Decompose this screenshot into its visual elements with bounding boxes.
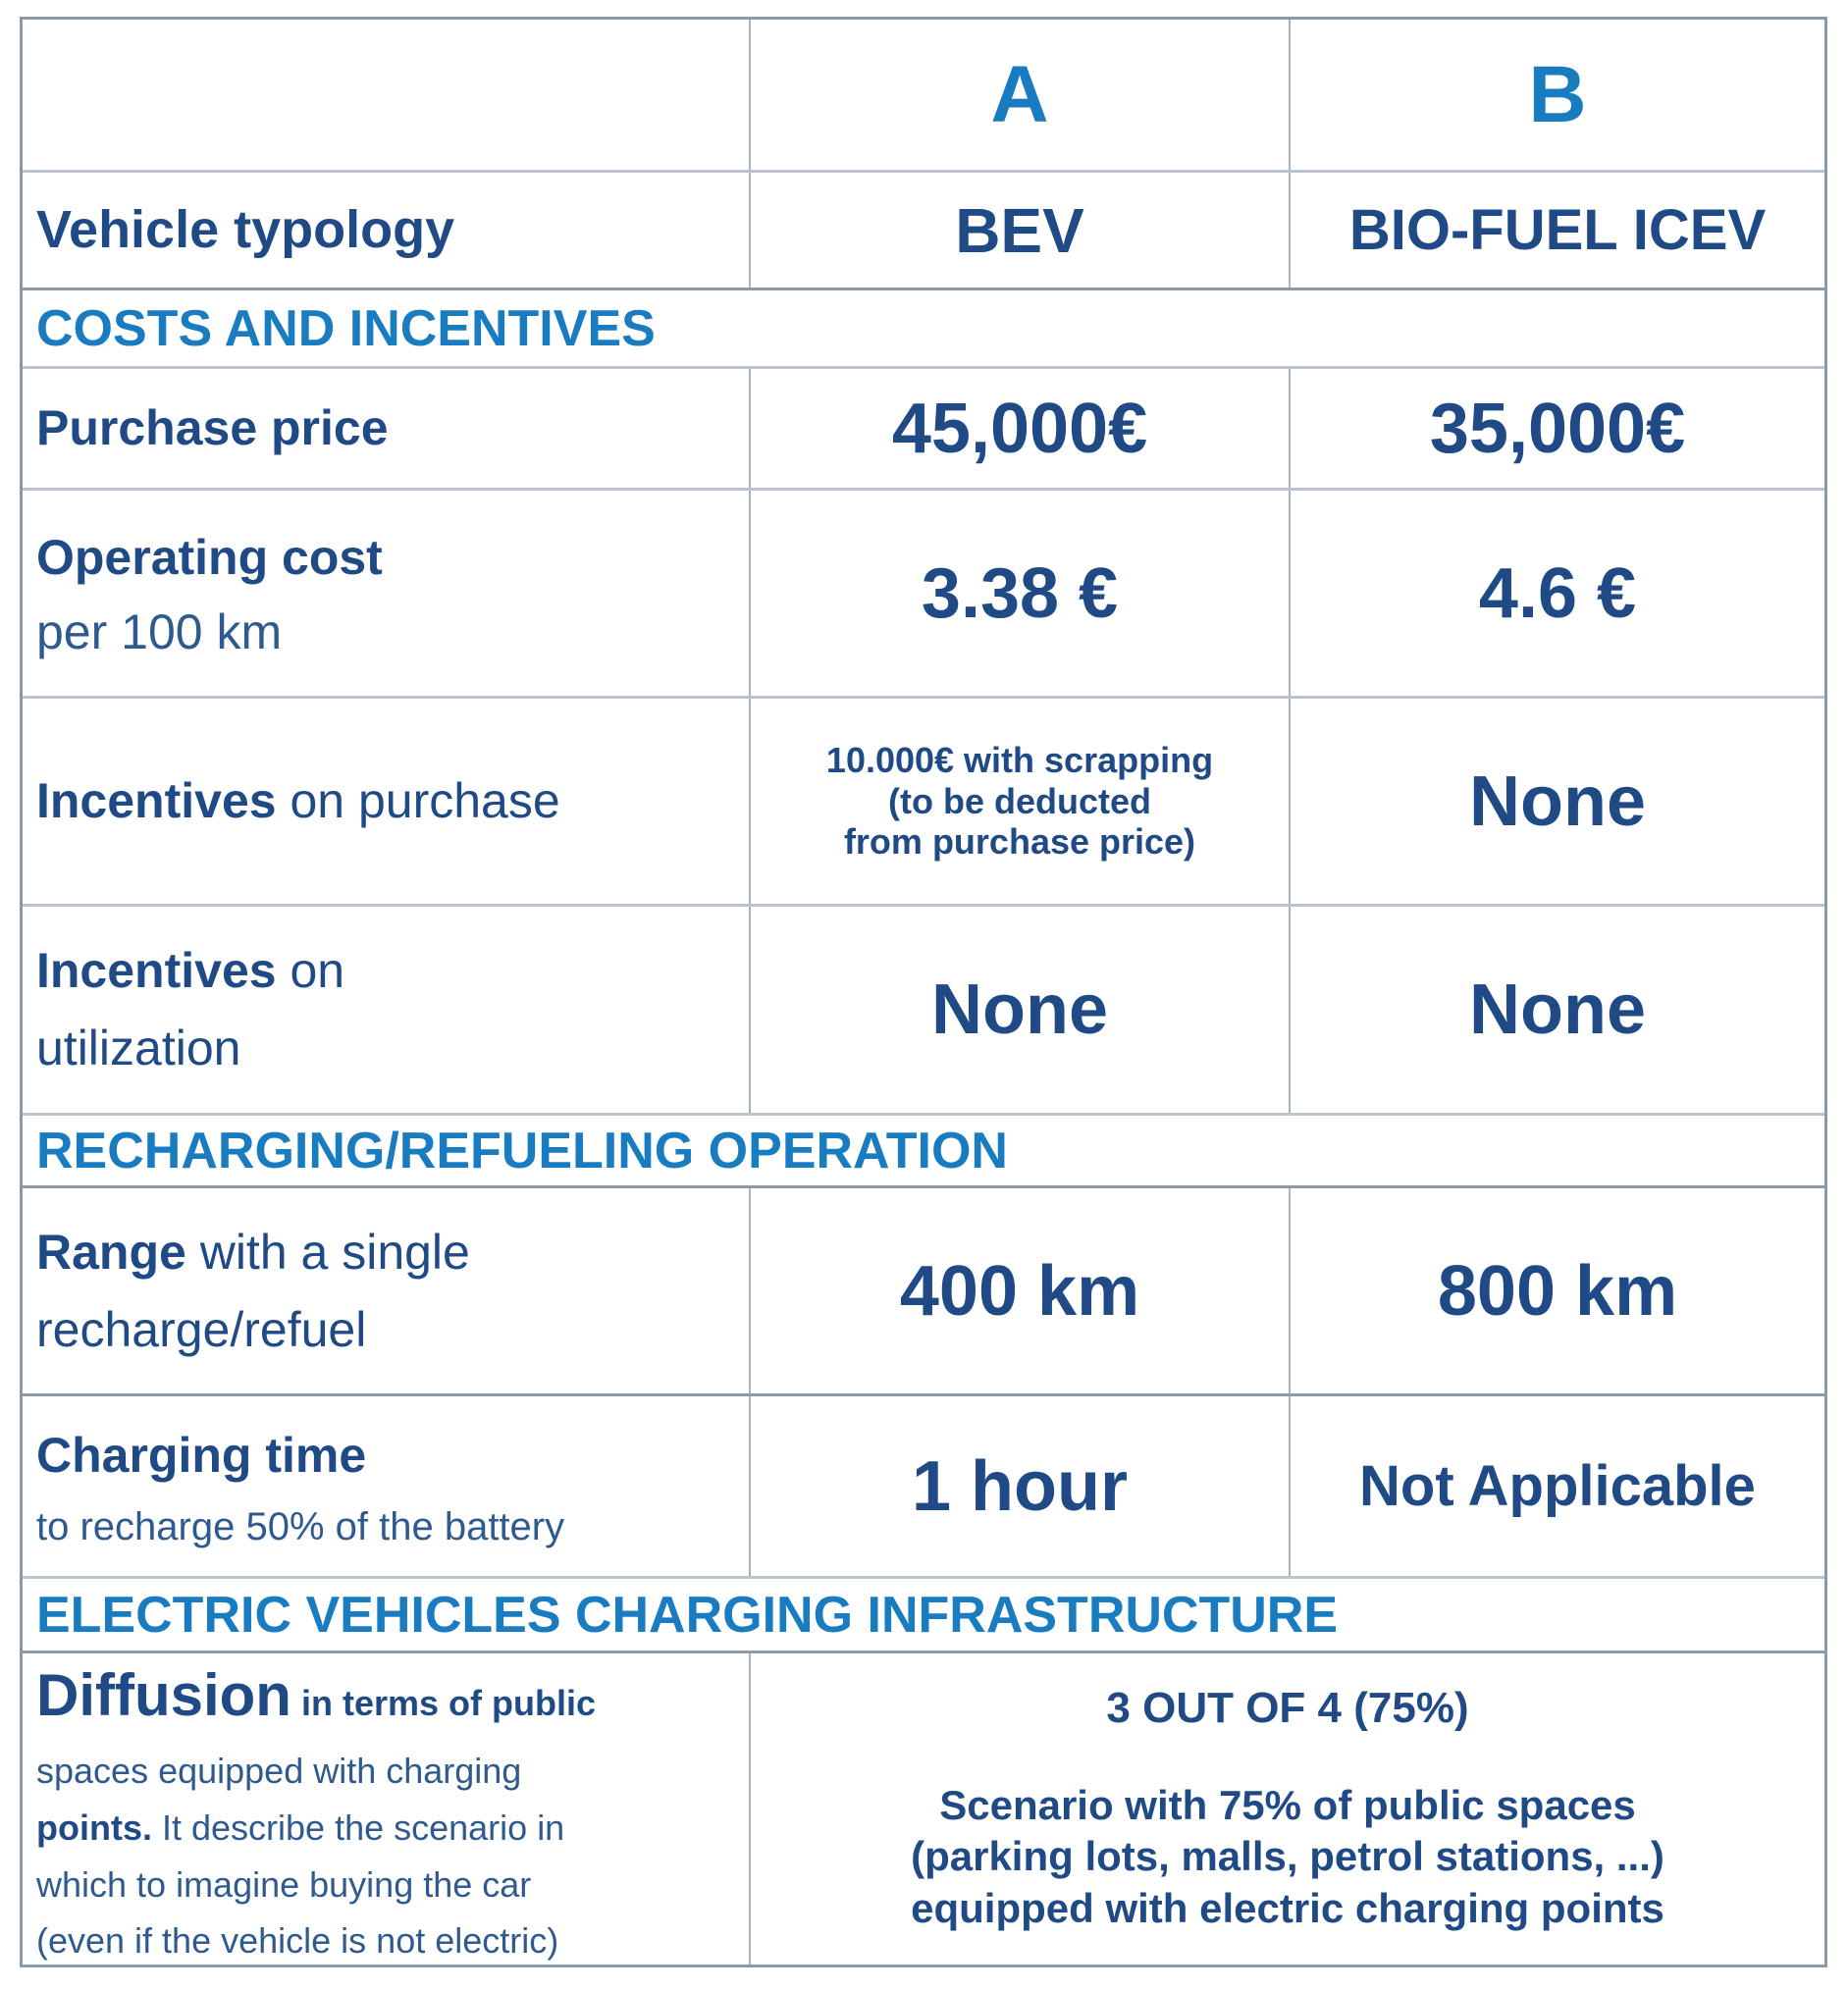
row-label-cell [23,1396,749,1576]
purchase-price-a-cell [749,369,1289,488]
incentives-utilization-row [23,907,1824,1116]
range-label-rest: with a single [185,1224,470,1280]
operating-cost-row [23,491,1824,699]
row-label-cell [23,173,749,288]
row-label-cell [23,907,749,1113]
header-empty-cell [23,20,749,170]
operating-cost-label: Operating cost [36,530,383,585]
purchase-price-a-value: 45,000€ [891,389,1148,468]
incentives-utilization-label-rest: on [276,943,345,998]
range-a-cell [749,1188,1289,1393]
incentives-utilization-b-value: None [1469,970,1646,1049]
operating-cost-a-value: 3.38 € [921,553,1119,633]
typology-a-cell [749,173,1289,288]
row-label-cell [23,699,749,904]
diffusion-value-line: equipped with electric charging points [911,1884,1664,1931]
purchase-price-row [23,369,1824,491]
purchase-price-b-cell [1289,369,1824,488]
incentives-utilization-label-bold: Incentives [36,943,277,998]
purchase-price-b-value: 35,000€ [1429,389,1686,468]
section-cell [23,290,1824,366]
diffusion-label-line5: (even if the vehicle is not electric) [36,1920,559,1962]
comparison-table [20,17,1827,1967]
column-label-a: A [990,49,1049,139]
diffusion-label-bold-1: in terms of public [290,1683,596,1724]
incentives-purchase-row [23,699,1824,907]
section-title-recharging: RECHARGING/REFUELING OPERATION [36,1122,1008,1179]
incentives-purchase-a-cell [749,699,1289,904]
diffusion-value-line: (parking lots, malls, petrol stations, ...) [911,1833,1664,1880]
diffusion-label-line1 [36,1649,596,1743]
diffusion-row [23,1653,1824,1965]
section-title-costs: COSTS AND INCENTIVES [36,299,656,357]
incentives-utilization-a-value: None [931,970,1108,1049]
purchase-price-label: Purchase price [36,400,389,455]
row-label-cell [23,1653,749,1965]
incentives-purchase-a-line: 10.000€ with scrapping [825,740,1214,781]
typology-label: Vehicle typology [36,200,455,260]
charging-time-sublabel: to recharge 50% of the battery [36,1504,565,1548]
range-label-line2: recharge/refuel [36,1301,367,1357]
incentives-purchase-b-cell [1289,699,1824,904]
diffusion-label-line4: which to imagine buying the car [36,1863,532,1905]
operating-cost-sublabel: per 100 km [36,604,283,659]
incentives-purchase-b-value: None [1469,761,1646,841]
diffusion-label-bold-2: spaces equipped with charging [36,1751,522,1792]
incentives-purchase-a-line: from purchase price) [843,821,1196,863]
section-row-infrastructure [23,1579,1824,1653]
typology-a-value: BEV [955,194,1084,266]
section-row-costs [23,290,1824,369]
charging-time-b-value: Not Applicable [1359,1454,1756,1518]
diffusion-label-bold-3: points. [36,1807,152,1848]
header-row [23,20,1824,173]
incentives-purchase-a-line: (to be deducted [888,780,1151,821]
header-cell-a [749,20,1289,170]
range-label-bold: Range [36,1224,186,1280]
column-label-b: B [1528,49,1587,139]
operating-cost-b-value: 4.6 € [1478,553,1637,633]
section-row-recharging [23,1116,1824,1188]
charging-time-label: Charging time [36,1427,367,1483]
section-cell [23,1116,1824,1185]
range-a-value: 400 km [899,1251,1140,1331]
operating-cost-a-cell [749,491,1289,696]
section-cell [23,1579,1824,1650]
header-cell-b [1289,20,1824,170]
charging-time-b-cell [1289,1396,1824,1576]
charging-time-a-cell [749,1396,1289,1576]
row-label-cell [23,491,749,696]
incentives-purchase-label-rest: on purchase [276,773,560,828]
range-b-cell [1289,1188,1824,1393]
operating-cost-b-cell [1289,491,1824,696]
typology-row [23,173,1824,290]
diffusion-label-line3 [36,1800,564,1857]
incentives-utilization-label [36,939,344,1003]
diffusion-value-title: 3 OUT OF 4 (75%) [1106,1683,1469,1732]
range-row [23,1188,1824,1396]
diffusion-value-line: Scenario with 75% of public spaces [939,1781,1636,1828]
section-title-infrastructure: ELECTRIC VEHICLES CHARGING INFRASTRUCTURE [36,1586,1339,1644]
diffusion-label-big: Diffusion [36,1662,291,1729]
incentives-purchase-label-bold: Incentives [36,773,277,828]
incentives-utilization-b-cell [1289,907,1824,1113]
row-label-cell [23,369,749,488]
charging-time-row [23,1396,1824,1579]
row-label-cell [23,1188,749,1393]
charging-time-a-value: 1 hour [911,1446,1128,1526]
incentives-utilization-a-cell [749,907,1289,1113]
typology-b-value: BIO-FUEL ICEV [1348,198,1767,262]
diffusion-value-cell [749,1653,1824,1965]
range-label [36,1221,470,1284]
diffusion-label-rest-3: It describe the scenario in [151,1807,565,1848]
incentives-purchase-label [36,769,560,833]
incentives-utilization-label-line2: utilization [36,1021,241,1075]
range-b-value: 800 km [1437,1251,1678,1331]
typology-b-cell [1289,173,1824,288]
